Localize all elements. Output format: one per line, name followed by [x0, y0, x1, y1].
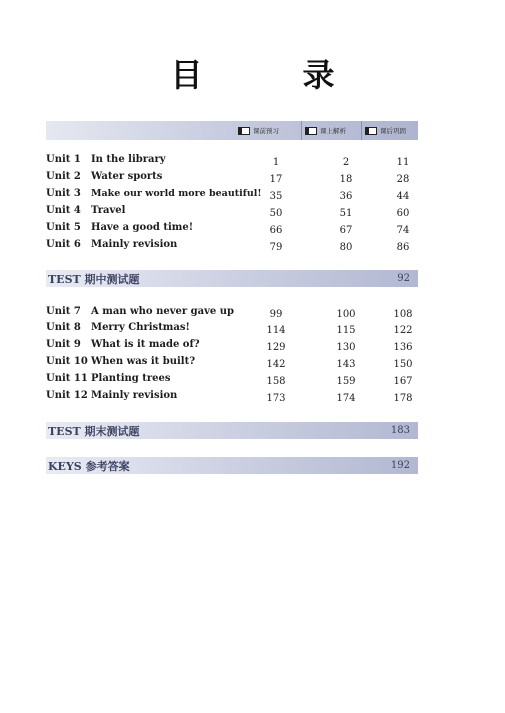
- page-analysis: 18: [339, 174, 353, 185]
- page-review: 44: [396, 191, 410, 202]
- page-review: 167: [393, 376, 413, 387]
- page-review: 136: [393, 342, 413, 353]
- page-preview: 114: [266, 325, 286, 336]
- unit-title: In the library: [91, 154, 166, 165]
- page-review: 60: [396, 208, 410, 219]
- page-analysis: 2: [342, 157, 350, 168]
- unit-number: Unit 10: [46, 356, 88, 367]
- toc-row-unit-6[interactable]: [46, 239, 426, 255]
- column-header-preview: [241, 124, 279, 137]
- page-preview: 35: [269, 191, 283, 202]
- toc-row-unit-12[interactable]: [46, 390, 426, 406]
- column-header-bar: [46, 121, 418, 140]
- column-header-analysis: [308, 124, 346, 137]
- band-page: 192: [390, 460, 410, 471]
- page-analysis: 80: [339, 242, 353, 253]
- keys-band[interactable]: [46, 457, 418, 474]
- band-label: KEYS 参考答案: [48, 460, 130, 473]
- unit-title: A man who never gave up: [91, 306, 235, 317]
- unit-title: Make our world more beautiful!: [91, 188, 262, 199]
- unit-number: Unit 11: [46, 373, 88, 384]
- page-analysis: 130: [336, 342, 356, 353]
- unit-number: Unit 9: [46, 339, 81, 350]
- page-analysis: 67: [339, 225, 353, 236]
- unit-title: What is it made of?: [91, 339, 200, 350]
- page-preview: 142: [266, 359, 286, 370]
- unit-title: Have a good time!: [91, 222, 194, 233]
- page-preview: 173: [266, 393, 286, 404]
- toc-row-unit-3[interactable]: [46, 188, 426, 204]
- page-review: 11: [396, 157, 410, 168]
- column-header-review: [368, 124, 406, 137]
- unit-title: Water sports: [91, 171, 163, 182]
- page-preview: 158: [266, 376, 286, 387]
- page-analysis: 159: [336, 376, 356, 387]
- unit-number: Unit 12: [46, 390, 88, 401]
- final-test-band[interactable]: [46, 422, 418, 439]
- page-preview: 17: [269, 174, 283, 185]
- page-preview: 99: [269, 309, 283, 320]
- page-review: 86: [396, 242, 410, 253]
- book-icon: [368, 127, 377, 135]
- page-review: 178: [393, 393, 413, 404]
- band-label: TEST 期中测试题: [48, 273, 140, 286]
- toc-row-unit-10[interactable]: [46, 356, 426, 372]
- toc-row-unit-2[interactable]: [46, 171, 426, 187]
- unit-number: Unit 5: [46, 222, 81, 233]
- page-preview: 129: [266, 342, 286, 353]
- unit-number: Unit 3: [46, 188, 81, 199]
- toc-row-unit-8[interactable]: [46, 322, 426, 338]
- unit-number: Unit 4: [46, 205, 81, 216]
- page-analysis: 51: [339, 208, 353, 219]
- unit-number: Unit 2: [46, 171, 81, 182]
- toc-row-unit-1[interactable]: [46, 154, 426, 170]
- page-analysis: 36: [339, 191, 353, 202]
- page-review: 150: [393, 359, 413, 370]
- unit-title: Planting trees: [91, 373, 171, 384]
- page-analysis: 143: [336, 359, 356, 370]
- column-label: 课后巩固: [380, 127, 406, 135]
- band-page: 183: [390, 425, 410, 436]
- unit-title: Travel: [91, 205, 126, 216]
- page-preview: 50: [269, 208, 283, 219]
- page-review: 74: [396, 225, 410, 236]
- toc-row-unit-4[interactable]: [46, 205, 426, 221]
- unit-number: Unit 8: [46, 322, 81, 333]
- book-icon: [308, 127, 317, 135]
- column-divider: [361, 121, 362, 140]
- page-title: 目 录: [170, 56, 369, 94]
- band-label: TEST 期末测试题: [48, 425, 140, 438]
- midterm-test-band[interactable]: [46, 270, 418, 287]
- toc-row-unit-9[interactable]: [46, 339, 426, 355]
- column-label: 课前预习: [253, 127, 279, 135]
- book-icon: [241, 127, 250, 135]
- column-label: 课上解析: [320, 127, 346, 135]
- band-page: 92: [397, 273, 410, 284]
- toc-row-unit-7[interactable]: [46, 306, 426, 322]
- page-analysis: 100: [336, 309, 356, 320]
- page-review: 122: [393, 325, 413, 336]
- page-analysis: 174: [336, 393, 356, 404]
- unit-number: Unit 1: [46, 154, 81, 165]
- unit-title: Merry Christmas!: [91, 322, 190, 333]
- unit-title: Mainly revision: [91, 390, 178, 401]
- page-analysis: 115: [336, 325, 356, 336]
- toc-row-unit-5[interactable]: [46, 222, 426, 238]
- page-preview: 66: [269, 225, 283, 236]
- page-review: 28: [396, 174, 410, 185]
- unit-title: When was it built?: [91, 356, 196, 367]
- toc-row-unit-11[interactable]: [46, 373, 426, 389]
- unit-number: Unit 6: [46, 239, 81, 250]
- page-preview: 1: [272, 157, 280, 168]
- unit-title: Mainly revision: [91, 239, 178, 250]
- unit-number: Unit 7: [46, 306, 81, 317]
- column-divider: [301, 121, 302, 140]
- page-review: 108: [393, 309, 413, 320]
- page-preview: 79: [269, 242, 283, 253]
